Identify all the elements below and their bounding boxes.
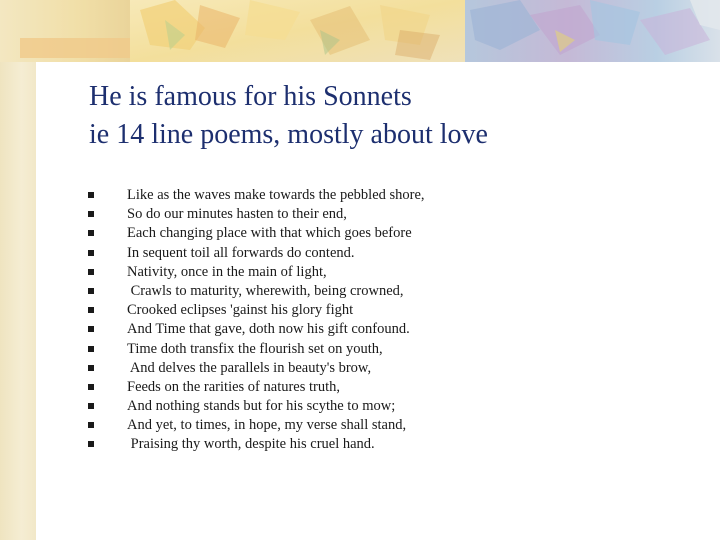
poem-line: Time doth transfix the flourish set on youth, — [127, 340, 383, 357]
list-item — [88, 244, 425, 263]
watercolor-collage-image — [0, 0, 720, 62]
slide-title — [89, 78, 488, 154]
list-item — [88, 397, 425, 416]
square-bullet-icon — [88, 422, 94, 428]
poem-line: And yet, to times, in hope, my verse shall stand, — [127, 417, 407, 434]
list-item — [88, 435, 425, 454]
list-item — [88, 301, 425, 320]
poem-line: Crooked eclipses 'gainst his glory fight — [127, 302, 354, 319]
square-bullet-icon — [88, 326, 94, 332]
poem-line: Crawls to maturity, wherewith, being crowned, — [127, 282, 404, 299]
list-item — [88, 340, 425, 359]
square-bullet-icon — [88, 365, 94, 371]
square-bullet-icon — [88, 230, 94, 236]
square-bullet-icon — [88, 250, 94, 256]
poem-line: So do our minutes hasten to their end, — [127, 206, 347, 223]
poem-line: And delves the parallels in beauty's brow, — [127, 359, 372, 376]
list-item — [88, 263, 425, 282]
poem-line: Feeds on the rarities of natures truth, — [127, 378, 341, 395]
list-item — [88, 186, 425, 205]
poem-line: Each changing place with that which goes before — [127, 225, 412, 242]
list-item — [88, 282, 425, 301]
left-decorative-strip — [0, 0, 36, 540]
square-bullet-icon — [88, 192, 94, 198]
square-bullet-icon — [88, 403, 94, 409]
poem-line: Nativity, once in the main of light, — [127, 263, 327, 280]
list-item — [88, 224, 425, 243]
list-item — [88, 378, 425, 397]
square-bullet-icon — [88, 288, 94, 294]
decorative-banner — [0, 0, 720, 62]
square-bullet-icon — [88, 441, 94, 447]
title-line-2: ie 14 line poems, mostly about love — [89, 119, 488, 150]
list-item — [88, 416, 425, 435]
sonnet-bullet-list — [88, 186, 425, 455]
poem-line: And Time that gave, doth now his gift confound. — [127, 321, 410, 338]
poem-line: In sequent toil all forwards do contend. — [127, 244, 355, 261]
poem-line: Like as the waves make towards the pebbled shore, — [127, 187, 425, 203]
square-bullet-icon — [88, 346, 94, 352]
square-bullet-icon — [88, 384, 94, 390]
poem-line: And nothing stands but for his scythe to mow; — [127, 398, 396, 415]
poem-line: Praising thy worth, despite his cruel hand. — [127, 436, 375, 453]
list-item — [88, 205, 425, 224]
title-line-1: He is famous for his Sonnets — [89, 81, 412, 112]
square-bullet-icon — [88, 211, 94, 217]
square-bullet-icon — [88, 269, 94, 275]
list-item — [88, 359, 425, 378]
square-bullet-icon — [88, 307, 94, 313]
list-item — [88, 320, 425, 339]
